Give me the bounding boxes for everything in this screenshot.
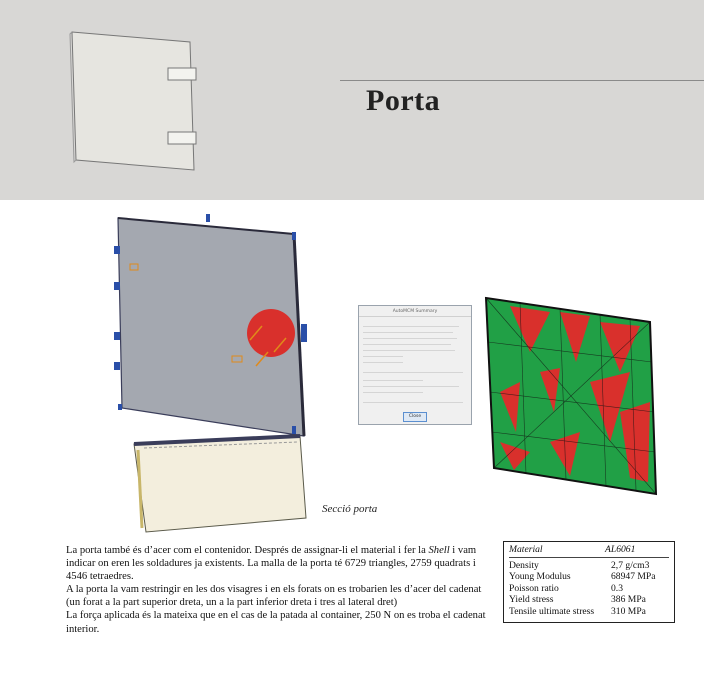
force-region — [247, 309, 295, 357]
upper-hinge — [168, 68, 196, 80]
material-row — [509, 606, 669, 618]
lower-hinge — [168, 132, 196, 144]
material-row — [509, 560, 669, 572]
material-table — [503, 541, 675, 623]
material-row — [509, 583, 669, 595]
property-value: 310 MPa — [611, 605, 646, 617]
text-span: i vam indicar on eren les soldadures ja existents. La malla de la porta té 6729 triangles, 2759 quadrats i 4546 tetraedres. — [66, 545, 477, 583]
property-value: 0.3 — [611, 582, 623, 594]
stress-mesh-view — [480, 292, 664, 498]
paragraph-restraints: A la porta la vam restringir en les dos visagres i en els forats on es trobarien les d’acer del cadenat (un forat a la part superior dreta, un a la part inferior dreta i tres al lateral dret) — [66, 584, 482, 609]
material-value: AL6061 — [605, 544, 636, 555]
property-label: Tensile ultimate stress — [509, 605, 595, 617]
door-section-view — [128, 432, 314, 536]
door-model-view — [106, 212, 312, 438]
property-label: Poisson ratio — [509, 582, 559, 594]
door-outline-drawing — [60, 20, 200, 180]
dialog-title: AutoMCM Summary — [359, 306, 471, 317]
material-label: Material — [509, 544, 543, 555]
property-value: 386 MPa — [611, 594, 646, 606]
property-label: Young Modulus — [509, 571, 571, 583]
title-rule — [340, 80, 704, 81]
paragraph-force: La força aplicada és la mateixa que en el cas de la patada al container, 250 N on es troba el cadenat interior. — [66, 610, 486, 635]
figure-caption: Secció porta — [322, 503, 378, 515]
material-row — [509, 594, 669, 606]
emphasis-shell: Shell — [428, 545, 450, 556]
property-label: Yield stress — [509, 594, 554, 606]
property-value: 2,7 g/cm3 — [611, 559, 650, 571]
text-span: La porta també és d’acer com el contenidor. Després de assignar-li el material i fer la — [66, 545, 429, 556]
material-row — [509, 571, 669, 583]
material-table-header — [509, 544, 669, 558]
description-text — [66, 544, 498, 636]
dialog-close-button[interactable]: Close — [403, 412, 427, 422]
mesh-summary-dialog — [358, 305, 472, 425]
page-title: Porta — [366, 84, 441, 117]
property-label: Density — [509, 559, 539, 571]
property-value: 68947 MPa — [611, 571, 656, 583]
paragraph-material — [66, 544, 498, 583]
